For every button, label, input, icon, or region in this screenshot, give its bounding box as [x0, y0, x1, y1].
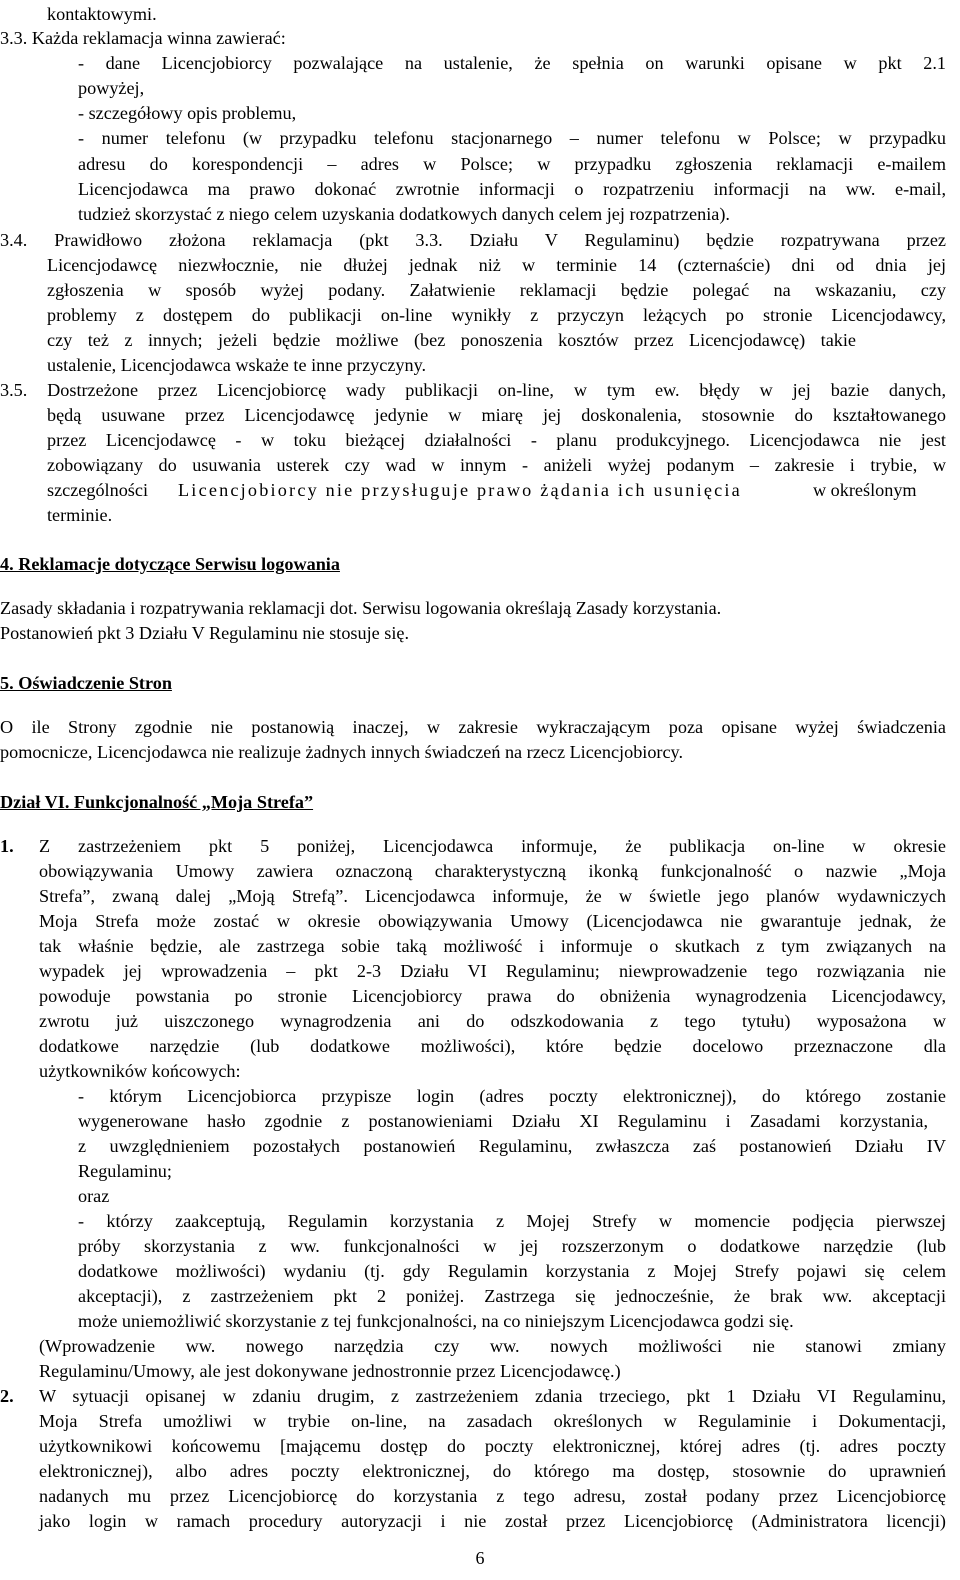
text-line: Strefa”, zwaną dalej „Moją Strefą”. Licencjodawca informuje, że w świetle jego planów wydawniczych: [39, 886, 946, 906]
text-line: oraz: [78, 1186, 110, 1206]
text-line: Licencjodawcę niezwłocznie, nie dłużej jednak niż w terminie 14 (czternaście) dni od dnia jej: [47, 255, 946, 275]
text-line: powyżej,: [78, 78, 145, 98]
text-line: Regulaminu;: [78, 1161, 172, 1181]
text-line: ustalenie, Licencjodawca wskaże te inne przyczyny.: [47, 355, 427, 375]
text-line: Postanowień pkt 3 Działu V Regulaminu nie stosuje się.: [0, 623, 410, 643]
item-number-2: 2.: [0, 1386, 14, 1406]
text-line: Moja Strefa umożliwi w trybie on-line, na zasadach określonych w Regulaminie i Dokumentacji,: [39, 1411, 946, 1431]
text-line: Z zastrzeżeniem pkt 5 poniżej, Licencjodawca informuje, że publikacja on-line w okresie: [39, 836, 946, 856]
text-line: zgłoszenia w sposób wyżej podany. Załatwienie reklamacji będzie polegać na wskazaniu, czy: [47, 280, 946, 300]
text-line: jako login w ramach procedury autoryzacji i nie został przez Licencjobiorcę (Administratora licencji): [39, 1511, 946, 1531]
text-line: dodatkowe możliwości) wydaniu (tj. gdy Regulamin korzystania z Mojej Strefy pojawi się celem: [78, 1261, 946, 1281]
text-line: z uwzględnieniem pozostałych postanowień Regulaminu, zwłaszcza zaś postanowień Działu IV: [78, 1136, 946, 1156]
text-line: akceptacji), z zastrzeżeniem pkt 2 poniżej. Zastrzega się jednocześnie, że brak ww. akceptacji: [78, 1286, 946, 1306]
text-line: będą usuwane przez Licencjodawcę jedynie w miarę jej doskonalenia, stosownie do kształtowanego: [47, 405, 946, 425]
list-item: - którym Licencjobiorca przypisze login (adres poczty elektronicznej), do którego zostanie: [78, 1086, 946, 1106]
list-item: - którzy zaakceptują, Regulamin korzystania z Mojej Strefy w momencie podjęcia pierwszej: [78, 1211, 946, 1231]
text-line: terminie.: [47, 505, 113, 525]
text-line: próby skorzystania z ww. funkcjonalności w jej rozszerzonym o dodatkowe narzędzie (lub: [78, 1236, 946, 1256]
text-line: przez Licencjodawcę - w toku bieżącej działalności - planu produkcyjnego. Licencjodawca nie jest: [47, 430, 946, 450]
text-line: obowiązywania Umowy zawiera oznaczoną charakterystyczną ikonką funkcjonalność o nazwie „Moja: [39, 861, 946, 881]
text-line: nadanych mu przez Licencjobiorcę do korzystania z tego adresu, został podany przez Licencjobiorcę: [39, 1486, 946, 1506]
section-3-3: 3.3. Każda reklamacja winna zawierać:: [0, 28, 286, 48]
text-line: pomocnicze, Licencjodawca nie realizuje żadnych innych świadczeń na rzecz Licencjobiorcy.: [0, 742, 684, 762]
heading-4: 4. Reklamacje dotyczące Serwisu logowania: [0, 554, 340, 574]
text-line: - numer telefonu (w przypadku telefonu stacjonarnego – numer telefonu w Polsce; w przypadku: [78, 128, 946, 148]
text-line: zobowiązany do usuwania usterek czy wad w innym - aniżeli wyżej podanym – zakresie i trybie, w: [47, 455, 946, 475]
page-number: 6: [475, 1548, 485, 1568]
text-line: adresu do korespondencji – adres w Polsce; w przypadku zgłoszenia reklamacji e-mailem: [78, 154, 946, 174]
text-line: powoduje powstania po stronie Licencjobiorcy prawa do obniżenia wynagrodzenia Licencjodawcy,: [39, 986, 946, 1006]
text-line: kontaktowymi.: [47, 4, 157, 24]
text-line: elektronicznej), albo adres poczty elektronicznej, do którego ma dostęp, stosownie do uprawnień: [39, 1461, 946, 1481]
text-line: Regulaminu/Umowy, ale jest dokonywane jednostronnie przez Licencjodawcę.): [39, 1361, 621, 1381]
heading-dzial-vi: Dział VI. Funkcjonalność „Moja Strefa”: [0, 792, 314, 812]
section-3-4: 3.4. Prawidłowo złożona reklamacja (pkt 3.3. Działu V Regulaminu) będzie rozpatrywana przez: [0, 230, 946, 250]
item-number-1: 1.: [0, 836, 14, 856]
text-line: wypadek jej wprowadzenia – pkt 2-3 Działu VI Regulaminu; niewprowadzenie tego rozwiązania nie: [39, 961, 946, 981]
text-line: może uniemożliwić skorzystanie z tej funkcjonalności, na co niniejszym Licencjodawca godzi się.: [78, 1311, 794, 1331]
text-line: w określonym: [813, 480, 917, 500]
text-line: Moja Strefa może zostać w okresie obowiązywania Umowy (Licencjodawca nie gwarantuje jednak, że: [39, 911, 946, 931]
text-line: tudzież skorzystać z niego celem uzyskania dodatkowych danych celem jej rozpatrzenia).: [78, 204, 730, 224]
text-line: - dane Licencjobiorcy pozwalające na ustalenie, że spełnia on warunki opisane w pkt 2.1: [78, 53, 946, 73]
text-line: (Wprowadzenie ww. nowego narzędzia czy ww. nowych możliwości nie stanowi zmiany: [39, 1336, 946, 1356]
text-line: czy też z innych; jeżeli będzie możliwe (bez ponoszenia kosztów przez Licencjodawcę) takie: [47, 330, 856, 350]
text-line: dodatkowe narzędzie (lub dodatkowe możliwości), które będzie docelowo przeznaczone dla: [39, 1036, 946, 1056]
text-line: Zasady składania i rozpatrywania reklamacji dot. Serwisu logowania określają Zasady korzystania.: [0, 598, 722, 618]
text-line: Licencjodawca ma prawo dokonać zwrotnie informacji o rozpatrzeniu informacji na ww. e-mail,: [78, 179, 946, 199]
text-line: szczególności: [47, 480, 148, 500]
text-line: tak właśnie będzie, ale zastrzega sobie taką możliwość i informuje o skutkach z tym związanych na: [39, 936, 946, 956]
text-line: wygenerowane hasło zgodnie z postanowieniami Działu XI Regulaminu i Zasadami korzystania,: [78, 1111, 928, 1131]
text-line: użytkownikowi końcowemu [mającemu dostęp do poczty elektronicznej, której adres (tj. adres poczty: [39, 1436, 946, 1456]
heading-5: 5. Oświadczenie Stron: [0, 673, 172, 693]
spaced-text: Licencjobiorcy nie przysługuje prawo żądania ich usunięcia: [178, 480, 742, 500]
text-line: O ile Strony zgodnie nie postanowią inaczej, w zakresie wykraczającym poza opisane wyżej świadczenia: [0, 717, 946, 737]
text-line: zwrotu już uiszczonego wynagrodzenia ani do odszkodowania z tego tytułu) wyposażona w: [39, 1011, 946, 1031]
text-line: problemy z dostępem do publikacji on-line wynikły z przyczyn leżących po stronie Licencjodawcy,: [47, 305, 946, 325]
text-line: - szczegółowy opis problemu,: [78, 103, 297, 123]
text-line: użytkowników końcowych:: [39, 1061, 241, 1081]
text-line: W sytuacji opisanej w zdaniu drugim, z zastrzeżeniem zdania trzeciego, pkt 1 Działu VI Regulaminu,: [39, 1386, 946, 1406]
section-3-5: 3.5. Dostrzeżone przez Licencjobiorcę wady publikacji on-line, w tym ew. błędy w jej bazie danych,: [0, 380, 946, 400]
